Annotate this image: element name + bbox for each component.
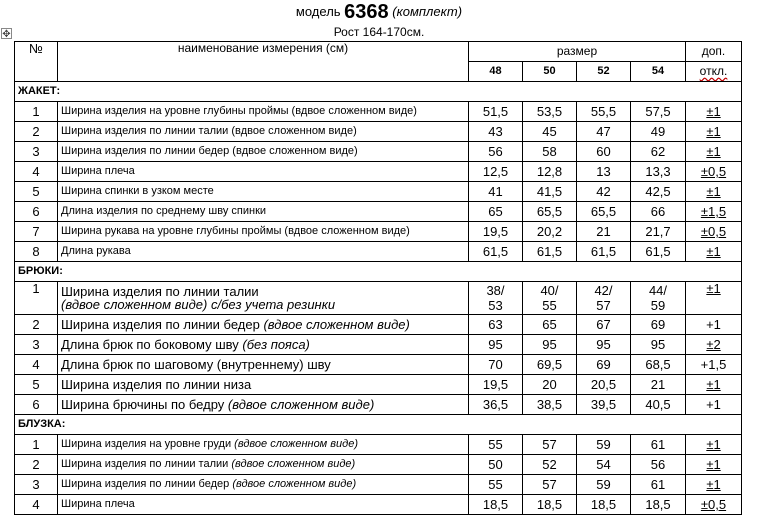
size-value: 18,5 [577,495,631,515]
tolerance-value [686,435,742,455]
measurement-name [58,202,469,222]
section-header [15,262,742,282]
section-title: ЖАКЕТ: [15,82,742,102]
measurement-name [58,142,469,162]
size-value: 95 [631,335,686,355]
size-value: 54 [577,455,631,475]
size-value: 65,5 [577,202,631,222]
size-value: 41,5 [523,182,577,202]
table-row [15,282,742,315]
size-value: 44/ 59 [631,282,686,315]
tolerance-text: ±0,5 [700,224,727,239]
table-row [15,162,742,182]
table-row [15,182,742,202]
tolerance-value [686,122,742,142]
section-title: БЛУЗКА: [15,415,742,435]
tolerance-text: ±1 [706,184,721,199]
size-value: 39,5 [577,395,631,415]
row-number: 8 [15,242,58,262]
measurement-name-text: Длина изделия по среднему шву спинки [61,205,267,217]
size-value: 40,5 [631,395,686,415]
header-size-50: 50 [523,62,577,82]
size-value: 65 [523,315,577,335]
size-value: 42 [577,182,631,202]
tolerance-value [686,102,742,122]
header-name: наименование измерения (см) [58,42,469,82]
tolerance-text: ±1 [706,457,721,472]
row-number: 2 [15,122,58,142]
table-row [15,102,742,122]
measurement-name-note: (вдвое сложенном виде) [231,458,356,470]
header-size-48: 48 [469,62,523,82]
size-value: 38,5 [523,395,577,415]
measurement-name-text: Длина брюк по шаговому (внутреннему) шву [61,357,331,372]
row-number: 5 [15,375,58,395]
size-value: 61,5 [577,242,631,262]
size-value: 95 [523,335,577,355]
size-value: 61 [631,475,686,495]
tolerance-text: ±1 [706,477,721,492]
size-value: 57 [523,475,577,495]
measurement-name-text: Ширина изделия по линии талии [61,458,229,470]
size-value: 95 [577,335,631,355]
header-size-52: 52 [577,62,631,82]
size-value: 58 [523,142,577,162]
size-value: 61,5 [523,242,577,262]
tolerance-value [686,242,742,262]
size-value: 61,5 [469,242,523,262]
size-value: 65,5 [523,202,577,222]
size-value: 20,5 [577,375,631,395]
size-value: 21 [631,375,686,395]
row-number: 6 [15,395,58,415]
measurement-name-line2: (вдвое сложенном виде) с/без учета резинки [61,297,336,312]
size-value: 53,5 [523,102,577,122]
size-value: 63 [469,315,523,335]
header-size-group: размер [469,42,686,62]
tolerance-value [686,375,742,395]
measurement-name [58,375,469,395]
measurement-name [58,222,469,242]
row-number: 4 [15,495,58,515]
tolerance-value [686,455,742,475]
size-value: 12,8 [523,162,577,182]
measurement-name-text: Ширина плеча [61,165,135,177]
size-value: 19,5 [469,375,523,395]
size-value: 69,5 [523,355,577,375]
size-value: 55 [469,475,523,495]
size-value: 69 [577,355,631,375]
header-num: № [15,42,58,82]
measurement-name-note: (вдвое сложенном виде) [232,478,357,490]
measurement-name [58,122,469,142]
measurement-name [58,495,469,515]
size-value: 56 [469,142,523,162]
header-tolerance-1: доп. [686,42,742,62]
table-row [15,455,742,475]
size-value: 55,5 [577,102,631,122]
section-header [15,82,742,102]
table-row [15,315,742,335]
measurement-name [58,335,469,355]
size-value: 68,5 [631,355,686,375]
table-row [15,335,742,355]
header-tolerance-2-cell [686,62,742,82]
size-value: 42/ 57 [577,282,631,315]
size-value: 60 [577,142,631,162]
tolerance-value [686,282,742,315]
size-value: 57 [523,435,577,455]
measurement-name [58,102,469,122]
size-value: 40/ 55 [523,282,577,315]
row-number: 1 [15,102,58,122]
table-row [15,435,742,455]
size-value: 19,5 [469,222,523,242]
table-row [15,495,742,515]
measurement-name [58,242,469,262]
measurement-name-note: (без пояса) [242,337,310,352]
measurement-name [58,395,469,415]
size-value: 12,5 [469,162,523,182]
size-value: 41 [469,182,523,202]
tolerance-value [686,395,742,415]
section-title: БРЮКИ: [15,262,742,282]
tolerance-text: ±2 [706,337,721,352]
tolerance-text: ±1 [706,281,721,296]
table-row [15,475,742,495]
size-value: 61 [631,435,686,455]
row-number: 6 [15,202,58,222]
measurement-name-note: (вдвое сложенном виде) [227,397,375,412]
size-value: 38/ 53 [469,282,523,315]
tolerance-text: ±1 [706,144,721,159]
size-value: 47 [577,122,631,142]
size-value: 18,5 [469,495,523,515]
tolerance-value [686,162,742,182]
measurement-name [58,475,469,495]
size-value: 66 [631,202,686,222]
table-row [15,122,742,142]
measurement-name-text: Ширина изделия на уровне груди [61,438,232,450]
row-number: 7 [15,222,58,242]
tolerance-value [686,182,742,202]
height-range: Рост 164-170см. [333,25,425,39]
size-value: 42,5 [631,182,686,202]
size-value: 20 [523,375,577,395]
row-number: 2 [15,455,58,475]
measurement-name-text: Ширина изделия по линии талии [61,284,259,299]
header-row-1 [15,42,742,62]
tolerance-text: +1 [706,317,721,332]
table-row [15,395,742,415]
size-value: 21,7 [631,222,686,242]
size-value: 62 [631,142,686,162]
document-title [0,2,758,22]
tolerance-value [686,355,742,375]
measurement-name-text: Ширина плеча [61,498,135,510]
table-row [15,355,742,375]
row-number: 3 [15,335,58,355]
tolerance-value [686,142,742,162]
size-value: 57,5 [631,102,686,122]
model-number: 6368 [344,1,389,23]
measurement-name [58,182,469,202]
measurement-name-text: Длина брюк по боковому шву [61,337,239,352]
size-value: 56 [631,455,686,475]
tolerance-text: ±0,5 [700,497,727,512]
measurement-name-text: Ширина изделия по линии бедер (вдвое сложенном виде) [61,145,358,157]
row-number: 3 [15,475,58,495]
tolerance-text: +1,5 [700,357,727,372]
measurement-name-text: Ширина изделия по линии бедер [61,478,230,490]
tolerance-text: ±1,5 [700,204,727,219]
row-number: 5 [15,182,58,202]
row-number: 1 [15,282,58,315]
size-value: 65 [469,202,523,222]
tolerance-text: ±1 [706,104,721,119]
measurement-table [14,41,742,515]
row-number: 4 [15,162,58,182]
measurement-name [58,355,469,375]
table-move-handle-icon[interactable]: ✥ [2,29,11,40]
size-value: 95 [469,335,523,355]
model-kind: (комплект) [392,4,463,19]
tolerance-text: ±1 [706,244,721,259]
measurement-name-text: Ширина брючины по бедру [61,397,225,412]
measurement-name [58,162,469,182]
size-value: 61,5 [631,242,686,262]
measurement-name-text: Ширина рукава на уровне глубины проймы (вдвое сложенном виде) [61,225,410,237]
measurement-name-text: Ширина изделия по линии талии (вдвое сложенном виде) [61,125,357,137]
size-value: 49 [631,122,686,142]
measurement-name-text: Ширина изделия по линии бедер [61,317,260,332]
size-value: 69 [631,315,686,335]
size-value: 51,5 [469,102,523,122]
measurement-name [58,435,469,455]
tolerance-text: ±1 [706,437,721,452]
size-value: 36,5 [469,395,523,415]
measurement-name-text: Ширина изделия по линии низа [61,377,252,392]
tolerance-text: ±1 [706,124,721,139]
row-number: 1 [15,435,58,455]
size-value: 18,5 [523,495,577,515]
size-value: 43 [469,122,523,142]
tolerance-value [686,315,742,335]
row-number: 2 [15,315,58,335]
header-size-54: 54 [631,62,686,82]
table-row [15,202,742,222]
title-prefix: модель [295,4,341,19]
tolerance-value [686,202,742,222]
table-row [15,222,742,242]
size-value: 21 [577,222,631,242]
measurement-name-text: Ширина спинки в узком месте [61,185,214,197]
size-value: 59 [577,435,631,455]
size-value: 13 [577,162,631,182]
size-value: 20,2 [523,222,577,242]
size-value: 59 [577,475,631,495]
size-value: 67 [577,315,631,335]
measurement-name-note: (вдвое сложенном виде) [263,317,410,332]
size-value: 18,5 [631,495,686,515]
tolerance-value [686,475,742,495]
row-number: 3 [15,142,58,162]
size-value: 52 [523,455,577,475]
measurement-name-text: Ширина изделия на уровне глубины проймы (вдвое сложенном виде) [61,105,417,117]
size-value: 45 [523,122,577,142]
table-row [15,242,742,262]
measurement-name-note: (вдвое сложенном виде) [234,438,358,450]
row-number: 4 [15,355,58,375]
size-value: 70 [469,355,523,375]
measurement-name [58,315,469,335]
section-header [15,415,742,435]
tolerance-text: +1 [706,397,721,412]
header-tolerance-2: откл. [699,64,728,78]
measurement-name [58,282,469,315]
size-value: 55 [469,435,523,455]
size-value: 13,3 [631,162,686,182]
tolerance-value [686,222,742,242]
tolerance-value [686,335,742,355]
tolerance-value [686,495,742,515]
table-row [15,375,742,395]
measurement-name [58,455,469,475]
table-row [15,142,742,162]
tolerance-text: ±0,5 [700,164,727,179]
measurement-name-text: Длина рукава [61,245,131,257]
tolerance-text: ±1 [706,377,721,392]
size-value: 50 [469,455,523,475]
